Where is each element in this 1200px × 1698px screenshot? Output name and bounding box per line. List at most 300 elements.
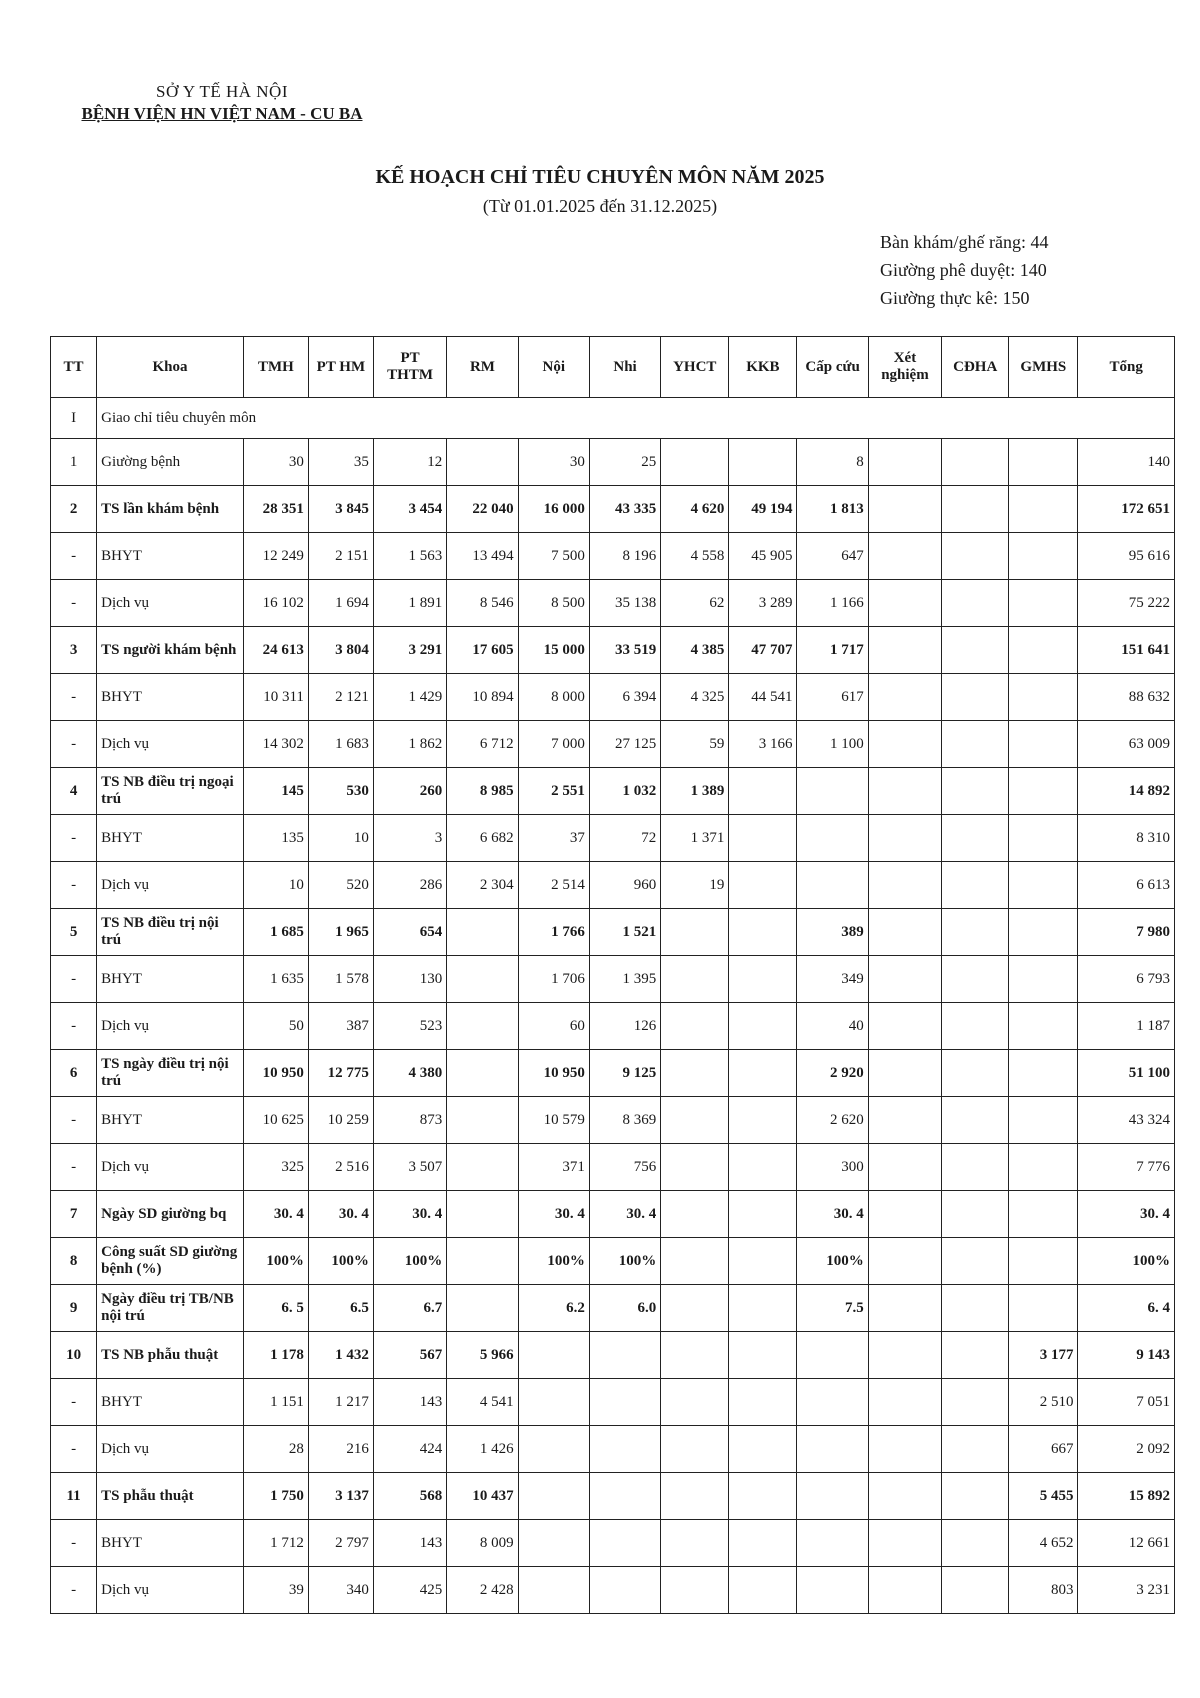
table-header-row [51,337,1175,398]
table-cell [661,1426,729,1473]
table-cell [942,1144,1009,1191]
table-cell: 2 797 [308,1520,373,1567]
table-cell: 6 793 [1078,956,1175,1003]
table-cell: 10 579 [518,1097,589,1144]
table-cell: 17 605 [447,627,518,674]
table-cell: 2 510 [1009,1379,1078,1426]
column-header: KKB [729,337,797,398]
table-cell: 1 813 [797,486,868,533]
table-cell: 8 196 [589,533,660,580]
table-cell [1009,674,1078,721]
table-row [51,674,1175,721]
table-cell: 30. 4 [308,1191,373,1238]
table-cell: 8 500 [518,580,589,627]
table-cell: 100% [589,1238,660,1285]
table-cell: 7 500 [518,533,589,580]
table-cell [868,768,941,815]
table-cell [797,1520,868,1567]
row-index: - [51,1379,97,1426]
table-cell: 2 516 [308,1144,373,1191]
column-header: Nội [518,337,589,398]
table-cell [868,674,941,721]
table-body [51,398,1175,1614]
table-cell [868,1520,941,1567]
table-cell: 803 [1009,1567,1078,1614]
row-label: Ngày điều trị TB/NB nội trú [97,1285,244,1332]
table-cell: 617 [797,674,868,721]
table-cell: 3 137 [308,1473,373,1520]
table-cell: 3 507 [373,1144,446,1191]
row-index: 5 [51,909,97,956]
row-label: Dịch vụ [97,1003,244,1050]
table-cell: 9 143 [1078,1332,1175,1379]
table-cell: 4 325 [661,674,729,721]
table-cell: 49 194 [729,486,797,533]
table-row [51,1050,1175,1097]
table-cell: 8 369 [589,1097,660,1144]
table-cell [661,1238,729,1285]
table-cell [661,1473,729,1520]
table-cell: 1 706 [518,956,589,1003]
table-cell [729,1003,797,1050]
document-title: KẾ HOẠCH CHỈ TIÊU CHUYÊN MÔN NĂM 2025 [375,166,825,188]
column-header: Tổng [1078,337,1175,398]
table-cell [942,815,1009,862]
table-cell: 1 683 [308,721,373,768]
table-cell [942,1567,1009,1614]
table-cell [729,815,797,862]
table-cell [868,486,941,533]
table-cell [589,1379,660,1426]
table-cell [729,1520,797,1567]
table-cell [447,909,518,956]
table-cell [589,1520,660,1567]
table-cell [1009,1144,1078,1191]
table-cell: 12 775 [308,1050,373,1097]
row-index: I [51,398,97,439]
column-header: GMHS [1009,337,1078,398]
table-cell [942,486,1009,533]
table-cell: 425 [373,1567,446,1614]
table-cell [868,1567,941,1614]
table-cell [661,1379,729,1426]
table-cell: 1 965 [308,909,373,956]
hospital-name: BỆNH VIỆN HN VIỆT NAM - CU BA [81,104,363,123]
table-cell: 7 051 [1078,1379,1175,1426]
table-cell: 667 [1009,1426,1078,1473]
row-label: TS NB điều trị ngoại trú [97,768,244,815]
table-cell [447,956,518,1003]
column-header: CĐHA [942,337,1009,398]
table-cell: 60 [518,1003,589,1050]
column-header: RM [447,337,518,398]
table-cell: 151 641 [1078,627,1175,674]
table-cell [942,1379,1009,1426]
table-cell [1009,1285,1078,1332]
table-cell [868,815,941,862]
table-cell [729,439,797,486]
row-index: 1 [51,439,97,486]
table-cell: 300 [797,1144,868,1191]
table-cell [942,439,1009,486]
row-index: 6 [51,1050,97,1097]
department-name: SỞ Y TẾ HÀ NỘI [156,82,288,101]
table-cell: 100% [243,1238,308,1285]
table-cell: 647 [797,533,868,580]
table-cell: 6 712 [447,721,518,768]
row-label: BHYT [97,674,244,721]
table-cell [729,1238,797,1285]
row-label: TS ngày điều trị nội trú [97,1050,244,1097]
table-cell [729,1379,797,1426]
table-row [51,398,1175,439]
table-cell: 8 [797,439,868,486]
table-cell: 6.5 [308,1285,373,1332]
row-label: TS lần khám bệnh [97,486,244,533]
table-cell: 3 804 [308,627,373,674]
table-cell [729,909,797,956]
row-index: - [51,1520,97,1567]
table-cell: 3 177 [1009,1332,1078,1379]
table-cell: 14 302 [243,721,308,768]
table-cell: 2 151 [308,533,373,580]
row-index: - [51,721,97,768]
table-cell: 873 [373,1097,446,1144]
capacity-info [880,228,1048,312]
table-cell: 568 [373,1473,446,1520]
table-cell: 30. 4 [797,1191,868,1238]
table-cell: 9 125 [589,1050,660,1097]
column-header: Cấp cứu [797,337,868,398]
table-cell: 10 437 [447,1473,518,1520]
table-cell [447,1191,518,1238]
table-row [51,1285,1175,1332]
table-cell: 15 892 [1078,1473,1175,1520]
table-cell [942,1520,1009,1567]
table-cell [729,768,797,815]
table-cell [797,862,868,909]
table-cell [942,1285,1009,1332]
row-label: TS NB phẫu thuật [97,1332,244,1379]
table-cell: 7.5 [797,1285,868,1332]
table-cell: 95 616 [1078,533,1175,580]
table-cell: 43 324 [1078,1097,1175,1144]
table-cell [942,1332,1009,1379]
table-cell [868,909,941,956]
table-cell: 10 259 [308,1097,373,1144]
table-row [51,1567,1175,1614]
table-cell [942,533,1009,580]
table-row [51,862,1175,909]
table-cell: 8 985 [447,768,518,815]
table-cell [942,1003,1009,1050]
table-cell: 40 [797,1003,868,1050]
table-cell [447,1285,518,1332]
table-cell: 260 [373,768,446,815]
table-cell [868,1097,941,1144]
approved-beds: Giường phê duyệt: 140 [880,260,1047,280]
row-label: BHYT [97,956,244,1003]
table-cell [1009,909,1078,956]
table-cell [942,768,1009,815]
table-cell: 1 395 [589,956,660,1003]
table-cell: 523 [373,1003,446,1050]
table-row [51,721,1175,768]
table-cell [447,1050,518,1097]
column-header: PT HM [308,337,373,398]
table-cell: 7 776 [1078,1144,1175,1191]
table-cell [729,1050,797,1097]
table-cell: 16 102 [243,580,308,627]
organization-header [52,82,392,124]
table-cell [1009,627,1078,674]
table-cell [729,1567,797,1614]
table-cell [447,1097,518,1144]
table-cell: 30. 4 [518,1191,589,1238]
table-cell: 126 [589,1003,660,1050]
table-cell: 10 311 [243,674,308,721]
table-cell: 100% [1078,1238,1175,1285]
table-cell [729,1144,797,1191]
table-cell: 12 [373,439,446,486]
table-cell: 30. 4 [243,1191,308,1238]
table-row [51,627,1175,674]
table-cell: 1 712 [243,1520,308,1567]
table-cell: 44 541 [729,674,797,721]
exam-tables-count: Bàn khám/ghế răng: 44 [880,232,1049,252]
table-cell: 30. 4 [589,1191,660,1238]
row-label: BHYT [97,533,244,580]
table-cell [729,1332,797,1379]
table-cell [868,862,941,909]
table-cell [797,768,868,815]
table-cell: 6 613 [1078,862,1175,909]
table-cell: 389 [797,909,868,956]
table-row [51,1238,1175,1285]
table-cell: 10 [243,862,308,909]
table-cell [868,1191,941,1238]
table-cell: 349 [797,956,868,1003]
table-cell: 1 371 [661,815,729,862]
table-cell: 4 620 [661,486,729,533]
table-cell: 567 [373,1332,446,1379]
row-label: Dịch vụ [97,862,244,909]
table-cell: 286 [373,862,446,909]
table-cell [661,1003,729,1050]
table-cell [797,1426,868,1473]
table-cell: 51 100 [1078,1050,1175,1097]
table-cell [447,1238,518,1285]
table-cell: 340 [308,1567,373,1614]
table-cell: 7 980 [1078,909,1175,956]
table-cell: 5 455 [1009,1473,1078,1520]
table-cell: 145 [243,768,308,815]
table-cell [1009,1191,1078,1238]
table-cell: 88 632 [1078,674,1175,721]
table-cell [729,1191,797,1238]
table-row [51,1520,1175,1567]
row-label: Dịch vụ [97,1426,244,1473]
table-cell: 7 000 [518,721,589,768]
table-cell: 135 [243,815,308,862]
table-cell [942,862,1009,909]
table-cell: 1 178 [243,1332,308,1379]
table-cell [1009,815,1078,862]
table-cell [1009,1238,1078,1285]
table-cell: 2 121 [308,674,373,721]
table-cell: 2 514 [518,862,589,909]
table-cell: 19 [661,862,729,909]
row-index: 11 [51,1473,97,1520]
table-cell: 1 166 [797,580,868,627]
table-cell [518,1520,589,1567]
row-index: - [51,674,97,721]
table-cell: 325 [243,1144,308,1191]
table-cell [942,674,1009,721]
table-cell: 16 000 [518,486,589,533]
section-label: Giao chỉ tiêu chuyên môn [97,398,1175,439]
document-period: (Từ 01.01.2025 đến 31.12.2025) [482,196,718,216]
table-cell [661,439,729,486]
table-cell: 6.0 [589,1285,660,1332]
table-cell [661,1332,729,1379]
table-cell [942,1097,1009,1144]
table-cell: 3 [373,815,446,862]
targets-table [50,336,1175,1614]
table-cell: 6 682 [447,815,518,862]
table-cell: 654 [373,909,446,956]
row-index: - [51,1426,97,1473]
table-cell: 3 291 [373,627,446,674]
table-cell [797,1567,868,1614]
table-cell: 45 905 [729,533,797,580]
table-cell [589,1332,660,1379]
table-cell: 2 092 [1078,1426,1175,1473]
table-cell: 1 432 [308,1332,373,1379]
table-cell: 4 385 [661,627,729,674]
table-cell [1009,533,1078,580]
table-cell: 8 546 [447,580,518,627]
table-cell: 3 166 [729,721,797,768]
table-cell: 8 009 [447,1520,518,1567]
row-label: Ngày SD giường bq [97,1191,244,1238]
table-cell: 1 750 [243,1473,308,1520]
table-cell: 2 620 [797,1097,868,1144]
table-cell [518,1332,589,1379]
table-cell: 1 563 [373,533,446,580]
table-cell [1009,956,1078,1003]
table-cell: 4 380 [373,1050,446,1097]
table-cell: 10 950 [243,1050,308,1097]
table-cell [518,1567,589,1614]
column-header: TMH [243,337,308,398]
table-row [51,1003,1175,1050]
table-cell [1009,862,1078,909]
table-cell [942,1191,1009,1238]
table-cell: 3 289 [729,580,797,627]
table-row [51,1379,1175,1426]
table-cell [729,1426,797,1473]
row-index: 4 [51,768,97,815]
row-index: - [51,1003,97,1050]
table-cell: 35 138 [589,580,660,627]
table-cell: 2 920 [797,1050,868,1097]
row-label: BHYT [97,815,244,862]
row-label: BHYT [97,1379,244,1426]
table-cell: 39 [243,1567,308,1614]
row-index: - [51,533,97,580]
table-cell [868,1426,941,1473]
table-cell [1009,486,1078,533]
table-cell: 33 519 [589,627,660,674]
table-cell: 14 892 [1078,768,1175,815]
table-cell [868,1144,941,1191]
row-label: TS phẫu thuật [97,1473,244,1520]
table-cell [942,627,1009,674]
table-cell: 12 249 [243,533,308,580]
table-cell: 10 625 [243,1097,308,1144]
row-label: Dịch vụ [97,580,244,627]
table-cell [942,1473,1009,1520]
table-cell [729,956,797,1003]
table-cell: 520 [308,862,373,909]
table-cell [661,1285,729,1332]
row-index: - [51,815,97,862]
table-cell [868,580,941,627]
table-row [51,580,1175,627]
row-index: - [51,862,97,909]
table-cell [797,1473,868,1520]
table-row [51,815,1175,862]
table-cell: 10 894 [447,674,518,721]
table-cell: 1 635 [243,956,308,1003]
table-cell [729,1285,797,1332]
row-index: - [51,1097,97,1144]
table-cell [589,1426,660,1473]
table-cell: 1 766 [518,909,589,956]
table-cell [1009,580,1078,627]
table-cell: 4 558 [661,533,729,580]
table-cell [868,1003,941,1050]
table-cell [942,1426,1009,1473]
column-header: YHCT [661,337,729,398]
table-cell: 35 [308,439,373,486]
table-cell [447,439,518,486]
row-label: Công suất SD giường bệnh (%) [97,1238,244,1285]
table-cell: 100% [518,1238,589,1285]
row-index: 8 [51,1238,97,1285]
table-cell: 75 222 [1078,580,1175,627]
table-cell [1009,1097,1078,1144]
table-cell [589,1473,660,1520]
table-cell: 756 [589,1144,660,1191]
table-cell: 1 187 [1078,1003,1175,1050]
table-cell: 2 428 [447,1567,518,1614]
table-row [51,1473,1175,1520]
table-cell [942,721,1009,768]
table-cell: 30 [518,439,589,486]
table-cell: 140 [1078,439,1175,486]
table-cell [447,1003,518,1050]
table-cell: 6.7 [373,1285,446,1332]
table-cell [868,1050,941,1097]
table-cell [661,1097,729,1144]
table-cell [518,1379,589,1426]
table-cell [729,1097,797,1144]
table-cell: 216 [308,1426,373,1473]
table-cell [868,439,941,486]
table-cell: 10 [308,815,373,862]
